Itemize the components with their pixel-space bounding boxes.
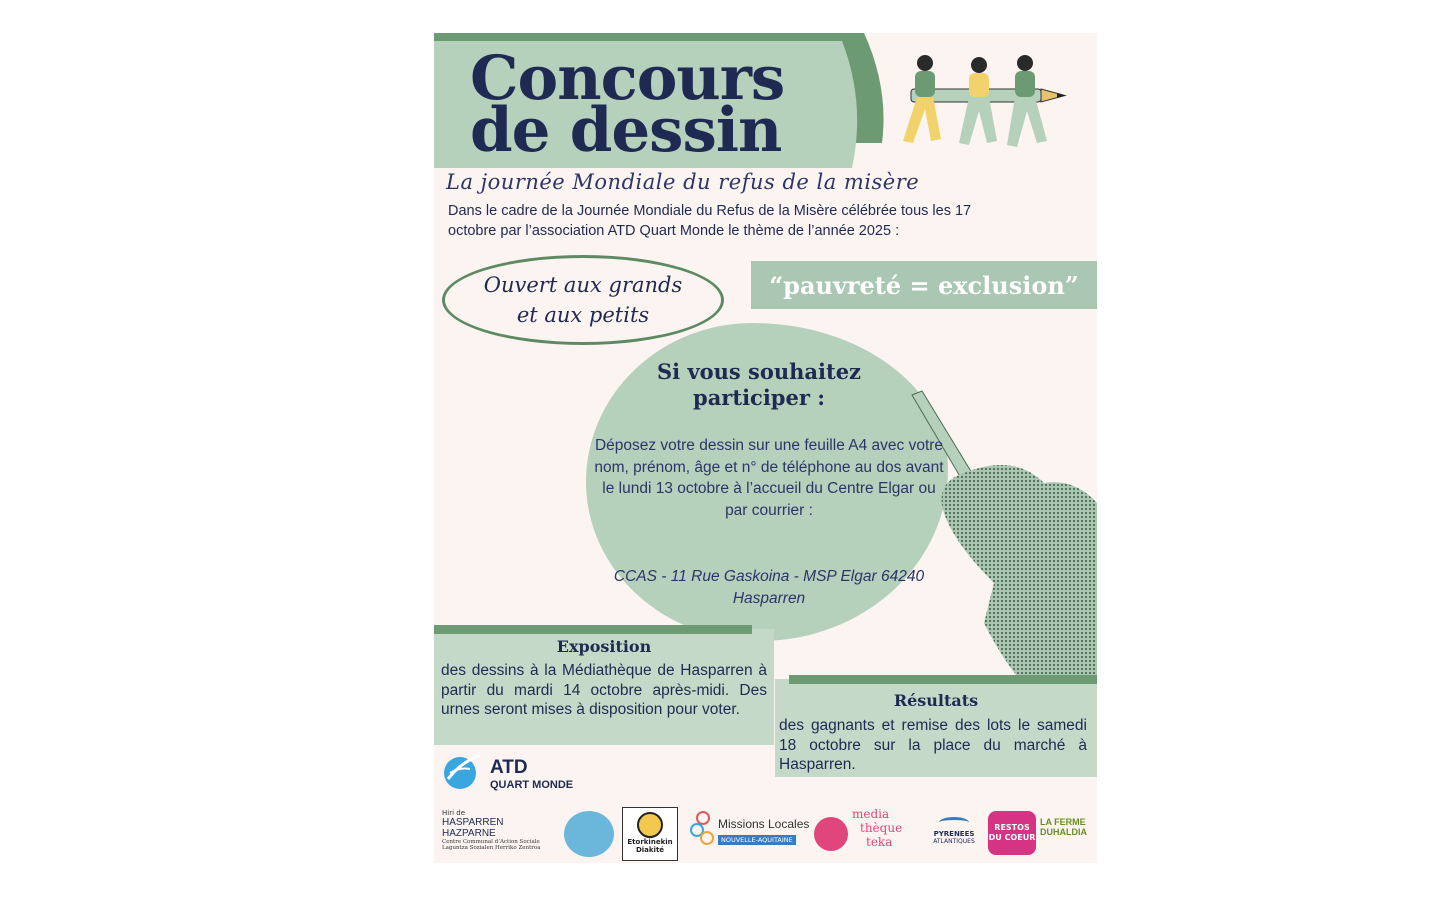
exposition-text: des dessins à la Médiathèque de Hasparren à partir du mardi 14 octobre après-midi. Des urnes seront mises à disposition pour voter. (441, 662, 767, 718)
poster-title (470, 43, 785, 166)
logo-pyrenees-atlantiques: PYRENEES ATLANTIQUES (928, 817, 980, 857)
participate-text: Déposez votre dessin sur une feuille A4 avec votre nom, prénom, âge et n° de téléphone au dos avant le lundi 13 octobre à l’accueil du Centre Elgar ou par courrier : (594, 437, 944, 519)
logo-circle-association (564, 811, 614, 857)
atd-icon (440, 751, 484, 791)
logo-mediatheque: media thèque teka (852, 807, 903, 849)
participate-heading: Si vous souhaitez participer : (656, 359, 861, 410)
open-to-all-text: Ouvert aux grands et aux petits (483, 273, 683, 327)
logo-etorkinekin: Etorkinekin Diakité (622, 807, 678, 861)
partner-logos (434, 803, 1097, 863)
title-line-2: de dessin (470, 95, 782, 166)
results-card (775, 679, 1097, 777)
atd-subtitle: QUART MONDE (490, 779, 574, 791)
results-heading: Résultats (893, 691, 979, 710)
logo-restos-du-coeur: RESTOS DU COEUR (988, 811, 1036, 855)
intro-text: Dans le cadre de la Journée Mondiale du Refus de la Misère célébrée tous les 17 octobre par l’association ATD Quart Monde le thème de l’année 2025 : (448, 203, 972, 239)
mountain-icon (939, 817, 969, 828)
atd-name: ATD (490, 757, 528, 778)
exposition-card (434, 629, 774, 745)
logo-missions-locales: Missions Locales NOUVELLE-AQUITAINE (690, 807, 810, 857)
atd-logo (440, 751, 600, 795)
logo-m-circle (814, 817, 848, 851)
open-to-all-oval (442, 255, 724, 345)
theme-banner: “pauvreté = exclusion” (751, 261, 1097, 309)
hand-holding-pencil-illustration (904, 383, 1097, 713)
exposition-heading: Exposition (556, 637, 652, 656)
results-bar (789, 675, 1097, 684)
participate-address: CCAS - 11 Rue Gaskoina - MSP Elgar 64240 Hasparren (613, 568, 925, 607)
logo-hasparren-ccas: Hiri de HASPARREN HAZPARNE Centre Communal d’Action Sociale Laguntza Sozialen Herriko Zentroa (442, 809, 541, 851)
subtitle: La journée Mondiale du refus de la misère (446, 170, 920, 194)
poster (434, 33, 1097, 863)
exposition-bar (434, 625, 752, 634)
globe-icon (637, 812, 663, 838)
logo-la-ferme-duhaldia: LA FERME DUHALDIA (1040, 817, 1087, 837)
results-text: des gagnants et remise des lots le samedi 18 octobre sur la place du marché à Hasparren. (779, 717, 1087, 773)
title-line-1: Concours (470, 43, 785, 114)
missions-locales-icon (690, 811, 714, 845)
people-carrying-pencil-illustration (889, 53, 1089, 161)
